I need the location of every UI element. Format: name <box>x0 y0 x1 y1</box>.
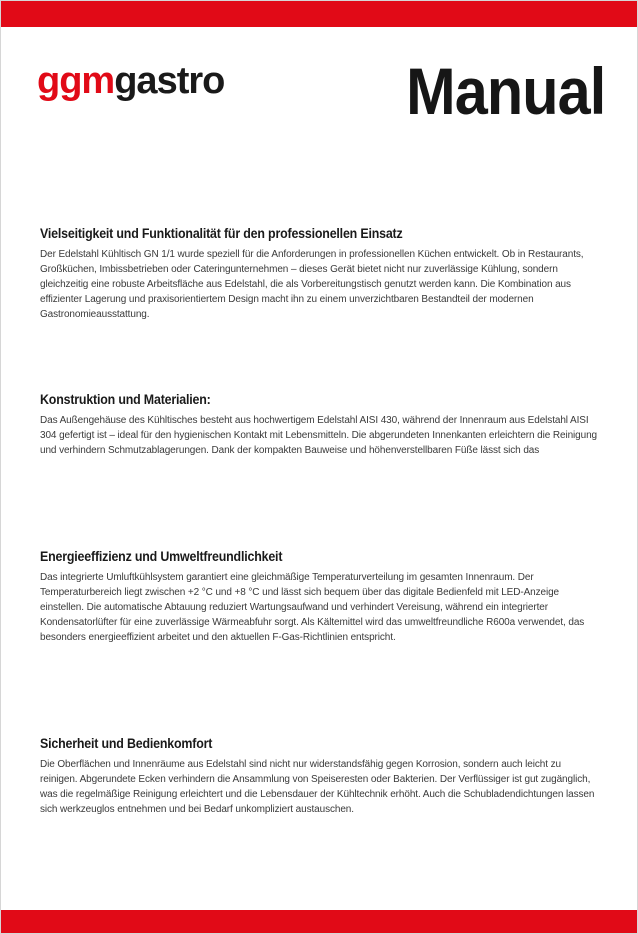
section-safety <box>40 736 598 817</box>
section-heading: Energieeffizienz und Umweltfreundlichkeit <box>40 549 283 564</box>
section-heading: Vielseitigkeit und Funktionalität für den professionellen Einsatz <box>40 226 403 241</box>
section-energy-efficiency <box>40 549 598 645</box>
section-heading: Sicherheit und Bedienkomfort <box>40 736 213 751</box>
section-heading: Konstruktion und Materialien: <box>40 392 211 407</box>
section-body: Die Oberflächen und Innenräume aus Edelstahl sind nicht nur widerstandsfähig gegen Korrosion, sondern auch leicht zu reinigen. Abgerundete Ecken verhindern die Ansammlung von Speiseresten oder Bakterien. Der Verflüssiger ist gut zugänglich, was die regelmäßige Reinigung erleichtert und die Lebensdauer der Kühltechnik erhöht. Auch die Schubladendichtungen lassen sich werkzeuglos entnehmen und bei Bedarf unkompliziert austauschen. <box>40 759 595 815</box>
section-versatility <box>40 226 598 322</box>
section-construction <box>40 392 598 458</box>
section-body: Das integrierte Umluftkühlsystem garantiert eine gleichmäßige Temperaturverteilung im gesamten Innenraum. Der Temperaturbereich liegt zwischen +2 °C und +8 °C und lässt sich bequem über das digitale Bedienfeld mit LED-Anzeige einstellen. Die automatische Abtauung reduziert Wartungsaufwand und verhindert Vereisung, während ein integrierter Kondensatorlüfter für eine zuverlässige Wärmeabfuhr sorgt. Als Kältemittel wird das umweltfreundliche R600a verwendet, das besonders energieeffizient arbeitet und den aktuellen F-Gas-Richtlinien entspricht. <box>40 572 585 643</box>
section-body: Der Edelstahl Kühltisch GN 1/1 wurde speziell für die Anforderungen in professionellen Küchen entwickelt. Ob in Restaurants, Großküchen, Imbissbetrieben oder Cateringunternehmen – dieses Gerät bietet nicht nur zuverlässige Kühlung, sondern gleichzeitig eine robuste Arbeitsfläche aus Edelstahl, die als Vorbereitungstisch genutzt werden kann. Die Kombination aus effizienter Lagerung und praxisorientiertem Design macht ihn zu einem unverzichtbaren Bestandteil der modernen Gastronomieausstattung. <box>40 249 584 320</box>
logo-red-part: ggm <box>37 60 115 102</box>
brand-logo <box>37 62 224 100</box>
section-body: Das Außengehäuse des Kühltisches besteht aus hochwertigem Edelstahl AISI 430, während der Innenraum aus Edelstahl AISI 304 gefertigt ist – ideal für den hygienischen Kontakt mit Lebensmitteln. Die abgerundeten Innenkanten erleichtern die Reinigung und verhindern Schmutzablagerungen. Dank der kompakten Bauweise und höhenverstellbaren Füße lässt sich das <box>40 415 598 456</box>
bottom-red-bar <box>0 910 638 934</box>
page-title: Manual <box>405 54 605 128</box>
logo-dark-part: gastro <box>114 60 225 102</box>
top-red-bar <box>0 0 638 27</box>
